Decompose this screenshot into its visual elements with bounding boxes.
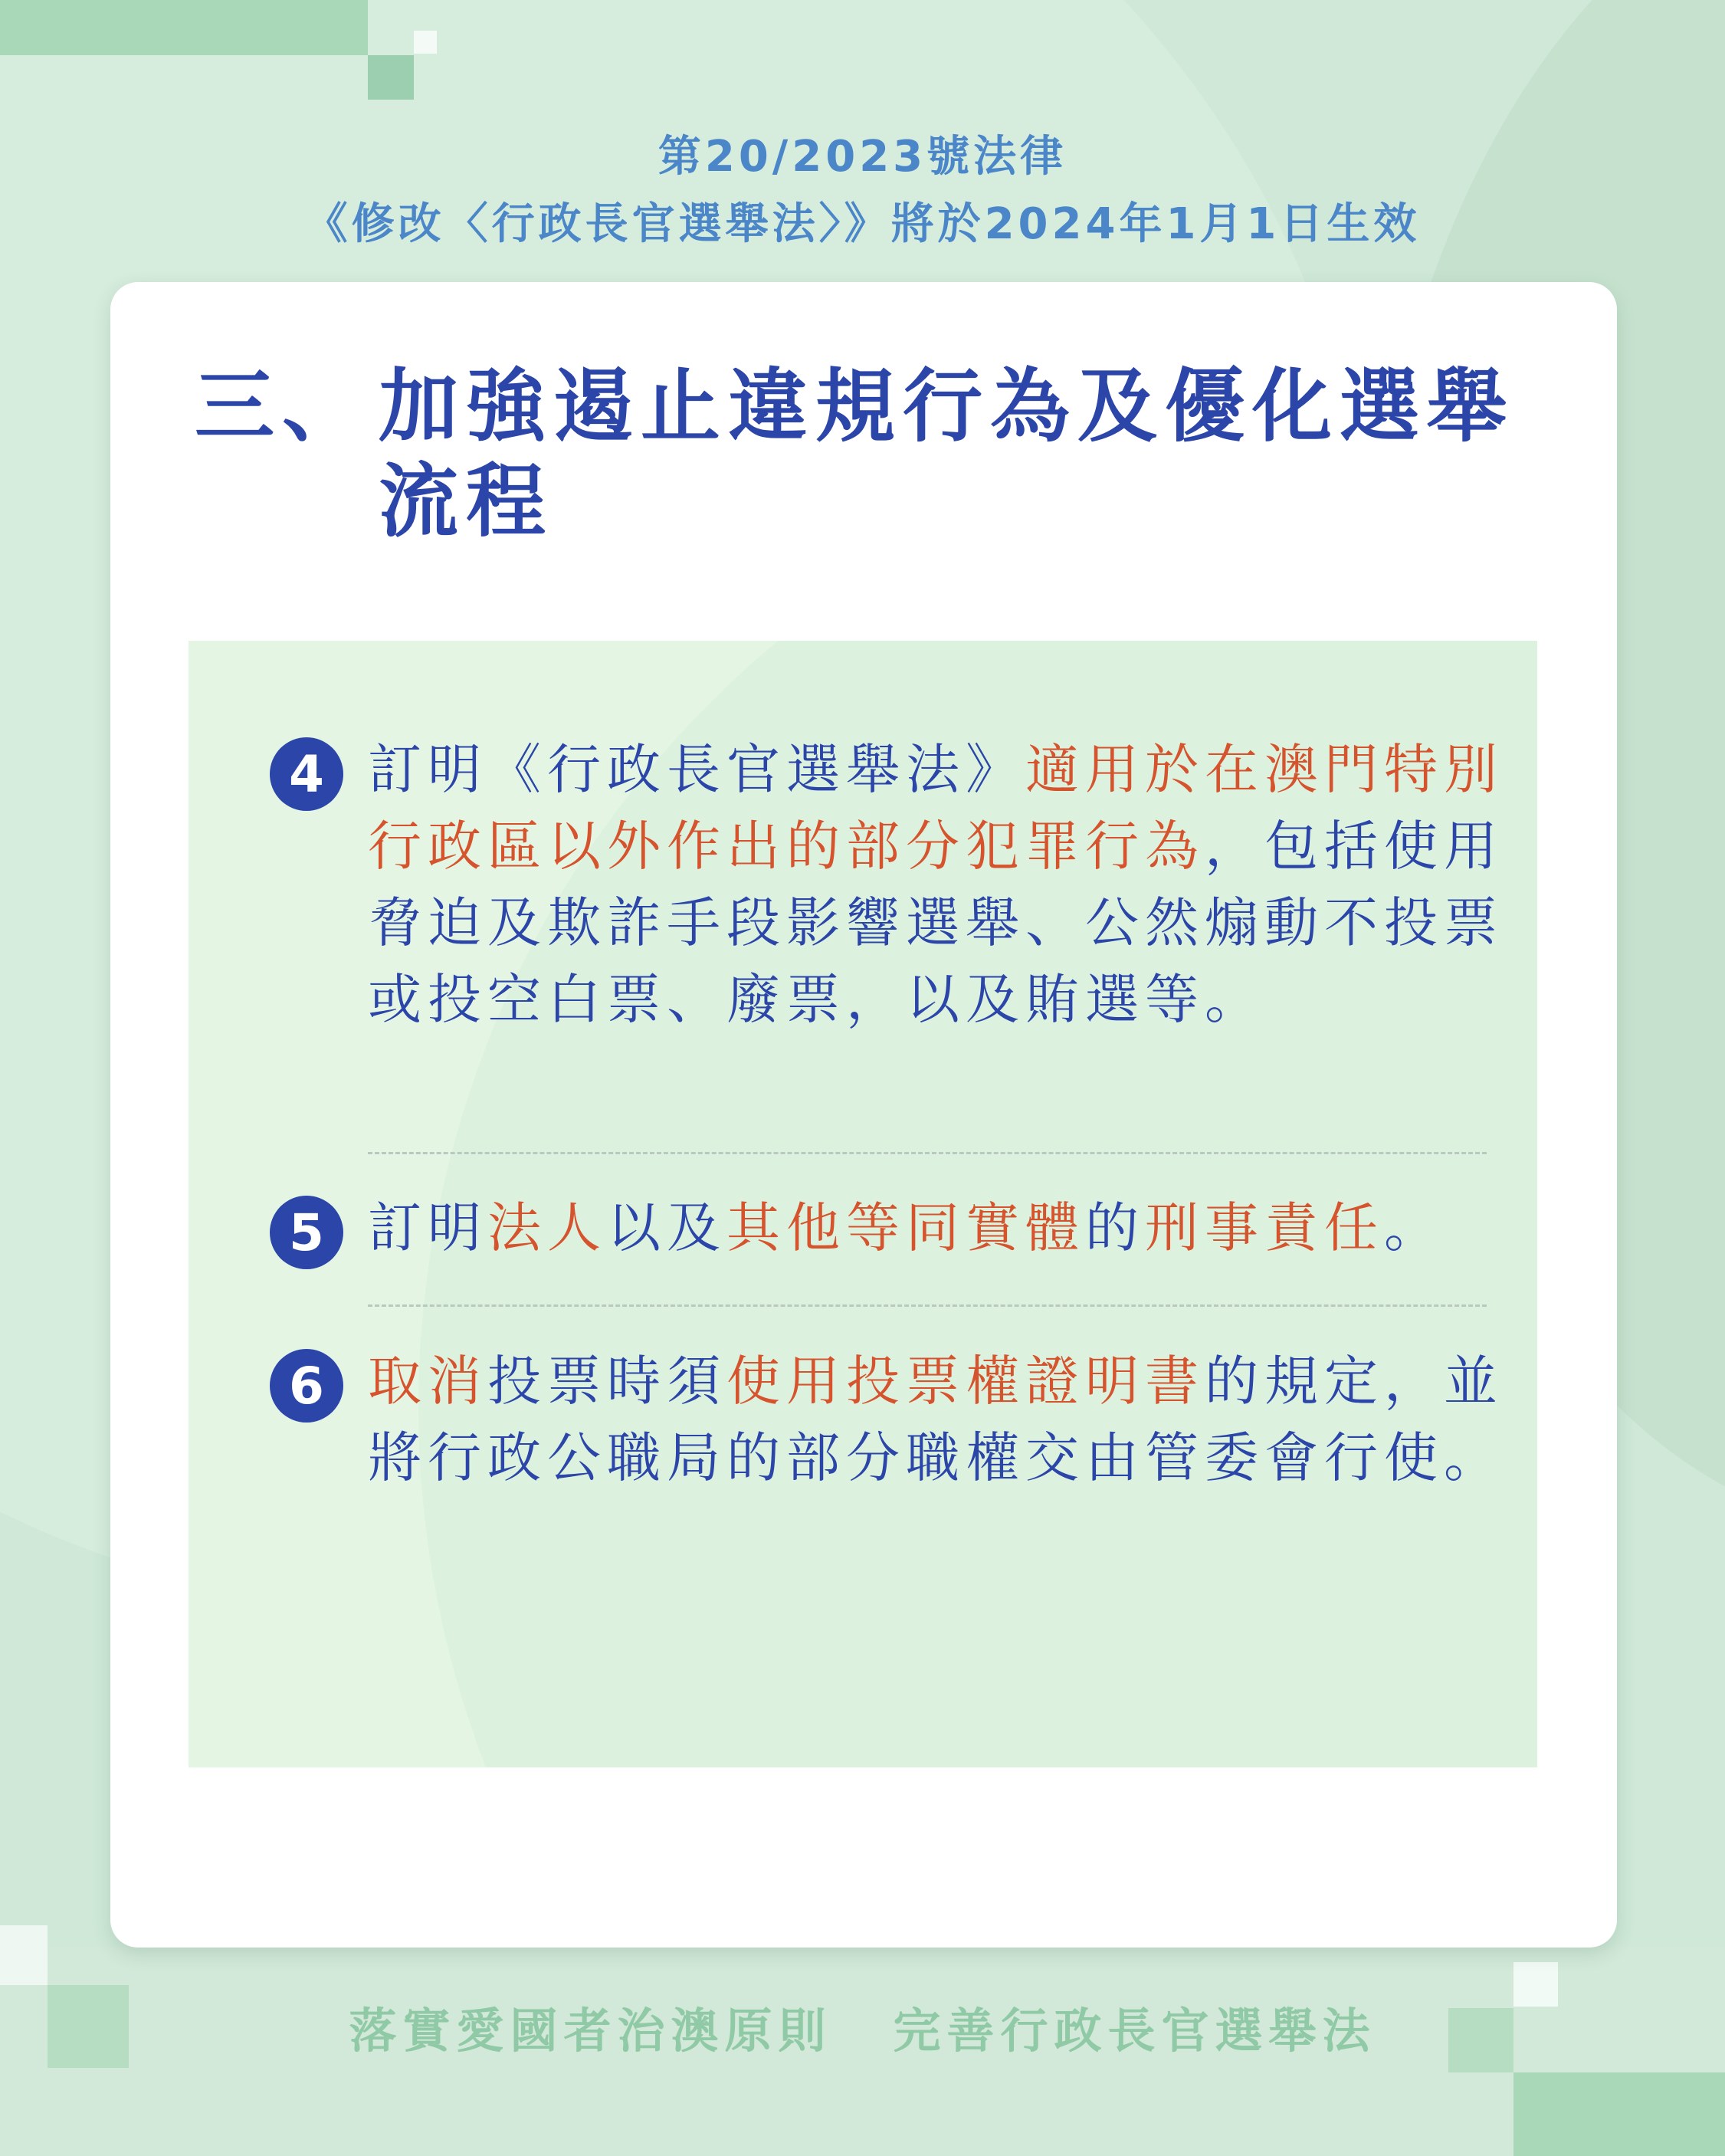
item-number-badge: 6 bbox=[270, 1349, 343, 1423]
text-segment: 。 bbox=[1384, 1196, 1444, 1259]
text-segment: 訂明《行政長官選舉法》 bbox=[368, 738, 1025, 801]
footer-slogan-left: 落實愛國者治澳原則 bbox=[349, 2003, 832, 2059]
highlight-segment: 刑事責任 bbox=[1145, 1196, 1384, 1259]
decor-square bbox=[1513, 2072, 1725, 2156]
section-title bbox=[195, 359, 1589, 549]
highlight-segment: 法人 bbox=[487, 1196, 607, 1259]
decor-square bbox=[368, 55, 414, 100]
footer-slogan-right: 完善行政長官選舉法 bbox=[893, 2003, 1376, 2059]
item-text bbox=[368, 731, 1517, 1038]
text-segment: ，包括使用脅迫及欺詐手段影響選舉、公然煽動不投票或投空白票、廢票，以及賄選等。 bbox=[368, 815, 1504, 1031]
section-title-line1: 加強遏止違規行為及優化選舉 bbox=[379, 359, 1515, 453]
text-segment: 的規定，並將行政公職局的部分職權交由管委會行使。 bbox=[368, 1350, 1504, 1489]
highlight-segment: 其他等同實體 bbox=[726, 1196, 1085, 1259]
dashed-divider bbox=[368, 1152, 1487, 1154]
law-number: 第20/2023號法律 bbox=[658, 132, 1067, 182]
item-number-badge: 4 bbox=[270, 737, 343, 811]
content-card bbox=[110, 282, 1617, 1948]
item-number-badge: 5 bbox=[270, 1196, 343, 1269]
section-number: 三、 bbox=[195, 359, 370, 453]
section-title-line2: 流程 bbox=[379, 454, 554, 548]
item-text bbox=[368, 1190, 1517, 1266]
highlight-segment: 取消 bbox=[368, 1350, 487, 1413]
items-panel bbox=[189, 641, 1537, 1767]
text-segment: 以及 bbox=[607, 1196, 726, 1259]
footer-slogan bbox=[0, 1993, 1725, 2061]
decor-square bbox=[414, 31, 437, 54]
decor-square bbox=[0, 0, 368, 55]
text-segment: 訂明 bbox=[368, 1196, 487, 1259]
decor-square bbox=[0, 1925, 48, 1985]
effective-date-line: 《修改〈行政長官選舉法〉》將於2024年1月1日生效 bbox=[304, 199, 1421, 249]
highlight-segment: 使用投票權證明書 bbox=[726, 1350, 1205, 1413]
text-segment: 投票時須 bbox=[487, 1350, 726, 1413]
highlight-segment: 適用於在澳門特別行政區以外作出的部分犯罪行為 bbox=[368, 738, 1504, 878]
dashed-divider bbox=[368, 1304, 1487, 1307]
item-text bbox=[368, 1343, 1517, 1496]
text-segment: 的 bbox=[1085, 1196, 1145, 1259]
